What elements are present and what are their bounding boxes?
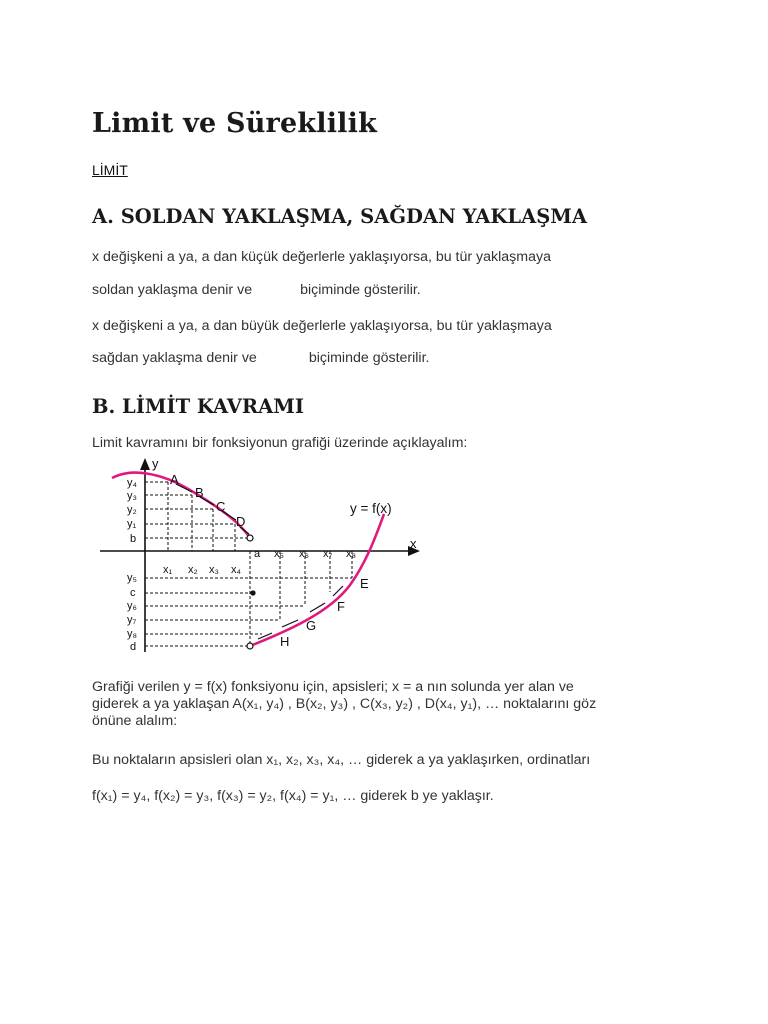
x-label: x₇ [323, 548, 333, 560]
y-label: y₂ [127, 504, 137, 516]
point-label: F [337, 599, 345, 614]
y-label: y₅ [127, 572, 137, 584]
x-label: x₃ [209, 564, 219, 576]
y-label: y₇ [127, 614, 137, 626]
y-label: c [130, 587, 136, 599]
point-label: G [306, 618, 317, 633]
lower-guides [145, 551, 352, 646]
x-axis-label: x [410, 536, 417, 551]
point-label: D [236, 514, 246, 529]
paragraph-1-line-1: x değişkeni a ya, a dan küçük değerlerle yaklaşıyorsa, bu tür yaklaşmaya [92, 249, 551, 265]
x-labels [163, 548, 356, 576]
x-label: x₈ [346, 548, 357, 560]
paragraph-3-line-3: önüne alalım: [92, 713, 178, 729]
y-axis-label: y [152, 456, 159, 471]
x-label: x₄ [231, 564, 241, 576]
y-label: y₄ [127, 477, 137, 489]
paragraph-1-text-b: biçiminde gösterilir. [300, 282, 421, 298]
graph-intro-text: Limit kavramını bir fonksiyonun grafiği üzerinde açıklayalım: [92, 435, 468, 451]
point-label: A [170, 472, 179, 487]
x-label: x₆ [299, 548, 309, 560]
filled-point-c [250, 590, 255, 595]
x-label: x₁ [163, 564, 173, 576]
y-label: b [130, 533, 137, 545]
page-title: Limit ve Süreklilik [92, 108, 377, 139]
point-label: B [195, 485, 204, 500]
section-b-heading: B. LİMİT KAVRAMI [92, 395, 304, 418]
y-label: y₈ [127, 628, 138, 640]
y-label: y₁ [127, 518, 137, 530]
open-point-b [247, 535, 253, 541]
open-point-d [247, 643, 253, 649]
x-label: x₂ [188, 564, 198, 576]
function-graph [96, 455, 426, 655]
section-a-heading: A. SOLDAN YAKLAŞMA, SAĞDAN YAKLAŞMA [92, 205, 588, 228]
paragraph-2-line-2 [92, 350, 429, 366]
limit-link[interactable]: LİMİT [92, 162, 128, 178]
paragraph-2-text-b: biçiminde gösterilir. [308, 350, 430, 366]
paragraph-5: f(x₁) = y₄, f(x₂) = y₃, f(x₃) = y₂, f(x₄) = y₁, … giderek b ye yaklaşır. [92, 788, 494, 804]
paragraph-2-text-a: sağdan yaklaşma denir ve [92, 350, 257, 366]
paragraph-1-text-a: soldan yaklaşma denir ve [92, 282, 253, 298]
y-label: d [130, 641, 137, 653]
paragraph-3-line-1: Grafiği verilen y = f(x) fonksiyonu için, apsisleri; x = a nın solunda yer alan ve [92, 679, 574, 695]
function-label: y = f(x) [350, 501, 392, 516]
y-labels-upper [127, 477, 138, 545]
paragraph-4: Bu noktaların apsisleri olan x₁, x₂, x₃, x₄, … giderek a ya yaklaşırken, ordinatları [92, 752, 591, 768]
point-label: H [280, 634, 290, 649]
paragraph-3-line-2: giderek a ya yaklaşan A(x₁, y₄) , B(x₂, y₃) , C(x₃, y₂) , D(x₄, y₁), … noktalarını göz [92, 696, 597, 712]
paragraph-1-line-2 [92, 282, 421, 298]
point-labels [170, 472, 369, 649]
paragraph-2-line-1: x değişkeni a ya, a dan büyük değerlerle yaklaşıyorsa, bu tür yaklaşmaya [92, 318, 552, 334]
x-label: x₅ [274, 548, 284, 560]
y-labels-lower [127, 572, 137, 653]
y-label: y₆ [127, 600, 137, 612]
approach-arrows [176, 484, 343, 639]
point-label: E [360, 576, 369, 591]
y-axis-arrow-icon [140, 458, 150, 470]
y-label: y₃ [127, 490, 137, 502]
x-label: a [254, 548, 261, 560]
point-label: C [216, 499, 226, 514]
